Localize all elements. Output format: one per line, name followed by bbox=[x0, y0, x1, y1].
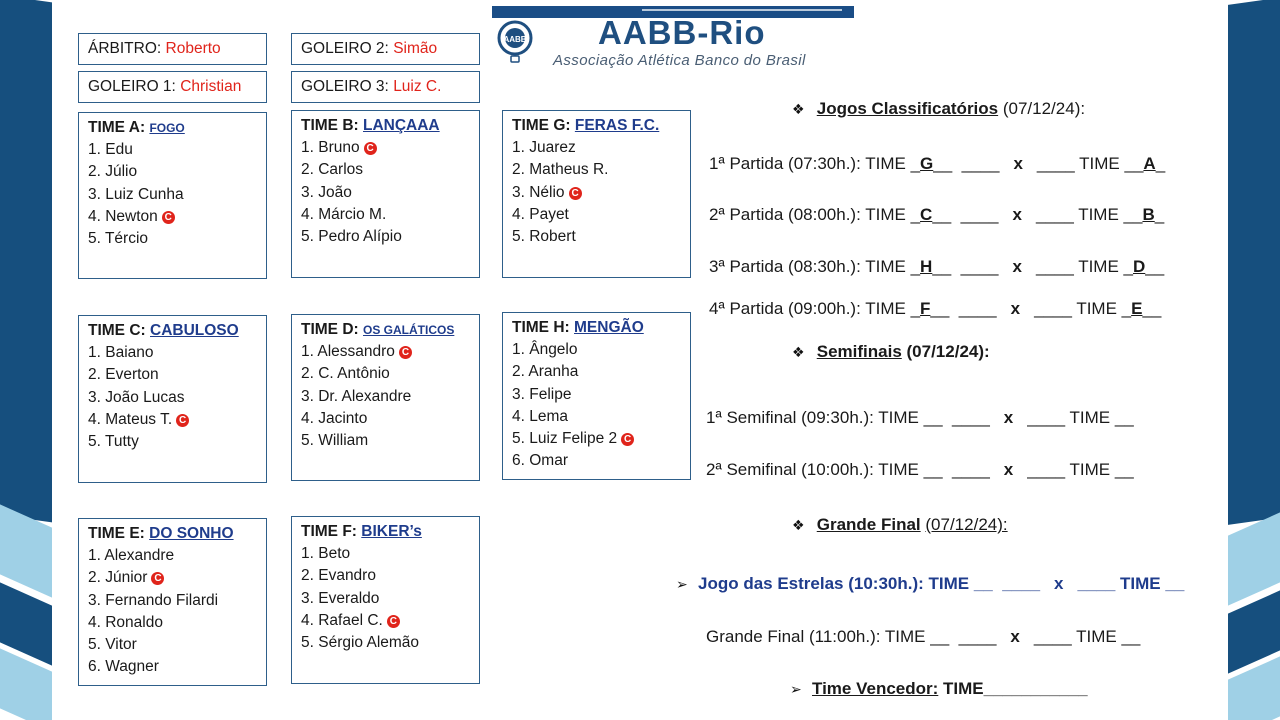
team-f-name: BIKER’s bbox=[361, 523, 422, 540]
diamond-bullet-icon: ❖ bbox=[792, 344, 805, 360]
match-team-home: G bbox=[920, 154, 934, 173]
player: 1. Edu bbox=[88, 141, 133, 158]
player: 5. William bbox=[301, 432, 369, 450]
goalie2-box bbox=[291, 33, 480, 65]
match-team-home: C bbox=[920, 205, 933, 224]
player: 3. Everaldo bbox=[301, 589, 380, 607]
team-h-box bbox=[502, 312, 691, 480]
captain-icon: C bbox=[569, 187, 582, 200]
player: 1. Alessandro C bbox=[301, 341, 470, 363]
goalie1-box bbox=[78, 71, 267, 103]
org-full-name: Associação Atlética Banco do Brasil bbox=[553, 52, 806, 69]
player: 3. Fernando Filardi bbox=[88, 591, 219, 609]
team-a-name: FOGO bbox=[149, 121, 185, 135]
match-team-away: E bbox=[1131, 299, 1143, 318]
team-b-title bbox=[301, 115, 470, 137]
team-g-name: FERAS F.C. bbox=[574, 117, 660, 134]
match-4: 4ª Partida (09:00h.): TIME _F__ ____ x ____ TIME _E__ bbox=[709, 299, 1162, 318]
match-team-away: D bbox=[1133, 257, 1146, 276]
player: 5. Tutty bbox=[88, 433, 139, 451]
team-b-name: LANÇAAA bbox=[363, 117, 440, 134]
player: 2. Júnior C bbox=[88, 567, 257, 589]
semis-date: (07/12/24): bbox=[906, 342, 990, 361]
captain-icon: C bbox=[162, 211, 175, 224]
org-name: AABB-Rio bbox=[598, 14, 766, 51]
player: 4. Mateus T. C bbox=[88, 409, 257, 431]
match-3: 3ª Partida (08:30h.): TIME _H__ ____ x ____ TIME _D__ bbox=[709, 257, 1165, 276]
team-c-roster bbox=[88, 342, 257, 453]
final-heading bbox=[792, 515, 1008, 535]
team-g-title bbox=[512, 115, 681, 137]
team-b-label: TIME B: bbox=[301, 117, 359, 134]
player: 3. Felipe bbox=[512, 385, 572, 403]
match-team-away: B bbox=[1142, 205, 1155, 224]
arrow-bullet-icon: ➢ bbox=[676, 576, 688, 592]
winner-line bbox=[790, 679, 1088, 699]
player: 6. Wagner bbox=[88, 658, 159, 676]
player: 4. Rafael C. C bbox=[301, 610, 470, 632]
team-b-roster bbox=[301, 137, 470, 248]
team-d-roster bbox=[301, 341, 470, 452]
player: 1. Bruno C bbox=[301, 137, 470, 159]
winner-value: TIME___________ bbox=[943, 679, 1088, 698]
classificatorios-date: (07/12/24): bbox=[1002, 99, 1086, 118]
goalie2-label: GOLEIRO 2: bbox=[301, 40, 389, 57]
aabb-emblem-icon bbox=[497, 20, 533, 66]
team-h-title bbox=[512, 317, 681, 339]
classificatorios-heading bbox=[792, 99, 1085, 119]
team-c-name: CABULOSO bbox=[150, 322, 239, 339]
goalie1-name: Christian bbox=[180, 78, 242, 95]
referee-label: ÁRBITRO: bbox=[88, 40, 162, 57]
team-e-label: TIME E: bbox=[88, 525, 145, 542]
captain-icon: C bbox=[399, 346, 412, 359]
stars-match: ➢ Jogo das Estrelas (10:30h.): TIME __ ____ x ____ TIME __ bbox=[676, 574, 1185, 593]
final-match: Grande Final (11:00h.): TIME __ ____ x ____ TIME __ bbox=[706, 627, 1141, 646]
final-title: Grande Final bbox=[816, 515, 921, 534]
captain-icon: C bbox=[621, 433, 634, 446]
team-f-title bbox=[301, 521, 470, 543]
goalie3-label: GOLEIRO 3: bbox=[301, 78, 389, 95]
team-d-title bbox=[301, 319, 470, 341]
team-a-roster bbox=[88, 139, 257, 250]
captain-icon: C bbox=[364, 142, 377, 155]
left-decorative-stripes bbox=[0, 0, 52, 720]
player: 3. Nélio C bbox=[512, 182, 681, 204]
player: 2. Everton bbox=[88, 366, 159, 384]
semi-1: 1ª Semifinal (09:30h.): TIME __ ____ x ____ TIME __ bbox=[706, 408, 1134, 427]
player: 1. Baiano bbox=[88, 344, 154, 361]
semi-2: 2ª Semifinal (10:00h.): TIME __ ____ x ____ TIME __ bbox=[706, 460, 1134, 479]
captain-icon: C bbox=[387, 615, 400, 628]
player: 5. Sérgio Alemão bbox=[301, 634, 420, 652]
match-team-away: A bbox=[1143, 154, 1156, 173]
diamond-bullet-icon: ❖ bbox=[792, 517, 805, 533]
player: 4. Payet bbox=[512, 205, 569, 223]
goalie2-name: Simão bbox=[393, 40, 438, 57]
team-g-box bbox=[502, 110, 691, 278]
player: 3. Dr. Alexandre bbox=[301, 387, 412, 405]
final-date: (07/12/24): bbox=[925, 515, 1008, 534]
player: 5. Luiz Felipe 2 C bbox=[512, 428, 681, 450]
team-h-roster bbox=[512, 339, 681, 473]
team-e-roster bbox=[88, 545, 257, 679]
referee-name: Roberto bbox=[165, 40, 221, 57]
team-g-label: TIME G: bbox=[512, 117, 571, 134]
team-e-name: DO SONHO bbox=[149, 525, 234, 542]
player: 2. Júlio bbox=[88, 163, 138, 181]
team-f-box bbox=[291, 516, 480, 684]
team-h-name: MENGÃO bbox=[574, 319, 644, 336]
team-d-label: TIME D: bbox=[301, 321, 359, 338]
team-f-label: TIME F: bbox=[301, 523, 357, 540]
classificatorios-title: Jogos Classificatórios bbox=[816, 99, 999, 118]
semis-title: Semifinais bbox=[816, 342, 902, 361]
diamond-bullet-icon: ❖ bbox=[792, 101, 805, 117]
match-1: 1ª Partida (07:30h.): TIME _G__ ____ x ____ TIME __A_ bbox=[709, 154, 1166, 173]
team-a-label: TIME A: bbox=[88, 119, 146, 136]
winner-label: Time Vencedor: bbox=[812, 679, 939, 698]
player: 1. Ângelo bbox=[512, 341, 578, 358]
team-e-box bbox=[78, 518, 267, 686]
player: 6. Omar bbox=[512, 452, 568, 470]
team-h-label: TIME H: bbox=[512, 319, 570, 336]
goalie3-name: Luiz C. bbox=[393, 78, 442, 95]
player: 1. Alexandre bbox=[88, 547, 175, 564]
arrow-bullet-icon: ➢ bbox=[790, 681, 802, 697]
player: 5. Pedro Alípio bbox=[301, 228, 402, 246]
player: 1. Beto bbox=[301, 545, 351, 562]
team-g-roster bbox=[512, 137, 681, 248]
referee-box bbox=[78, 33, 267, 65]
team-c-label: TIME C: bbox=[88, 322, 146, 339]
player: 1. Juarez bbox=[512, 139, 576, 156]
team-a-box bbox=[78, 112, 267, 279]
player: 2. Carlos bbox=[301, 161, 364, 179]
semis-heading bbox=[792, 342, 990, 362]
player: 4. Lema bbox=[512, 407, 569, 425]
team-c-title bbox=[88, 320, 257, 342]
team-b-box bbox=[291, 110, 480, 278]
player: 3. João Lucas bbox=[88, 388, 185, 406]
match-team-home: H bbox=[920, 257, 933, 276]
player: 4. Ronaldo bbox=[88, 613, 163, 631]
player: 2. C. Antônio bbox=[301, 365, 390, 383]
player: 2. Aranha bbox=[512, 363, 579, 381]
emblem-lettering: AABB bbox=[503, 35, 527, 44]
team-c-box bbox=[78, 315, 267, 483]
team-d-name: OS GALÁTICOS bbox=[363, 323, 455, 337]
team-f-roster bbox=[301, 543, 470, 654]
player: 3. João bbox=[301, 183, 352, 201]
player: 4. Jacinto bbox=[301, 409, 368, 427]
goalie1-label: GOLEIRO 1: bbox=[88, 78, 176, 95]
player: 4. Márcio M. bbox=[301, 205, 387, 223]
captain-icon: C bbox=[151, 572, 164, 585]
right-decorative-stripes bbox=[1228, 0, 1280, 720]
team-d-box bbox=[291, 314, 480, 481]
player: 2. Evandro bbox=[301, 567, 376, 585]
player: 4. Newton C bbox=[88, 206, 257, 228]
goalie3-box bbox=[291, 71, 480, 103]
player: 5. Tércio bbox=[88, 230, 149, 248]
captain-icon: C bbox=[176, 414, 189, 427]
team-e-title bbox=[88, 523, 257, 545]
match-team-home: F bbox=[920, 299, 931, 318]
player: 5. Robert bbox=[512, 228, 576, 246]
player: 3. Luiz Cunha bbox=[88, 185, 184, 203]
team-a-title bbox=[88, 117, 257, 139]
player: 5. Vitor bbox=[88, 636, 137, 654]
match-2: 2ª Partida (08:00h.): TIME _C__ ____ x ____ TIME __B_ bbox=[709, 205, 1165, 224]
player: 2. Matheus R. bbox=[512, 161, 609, 179]
